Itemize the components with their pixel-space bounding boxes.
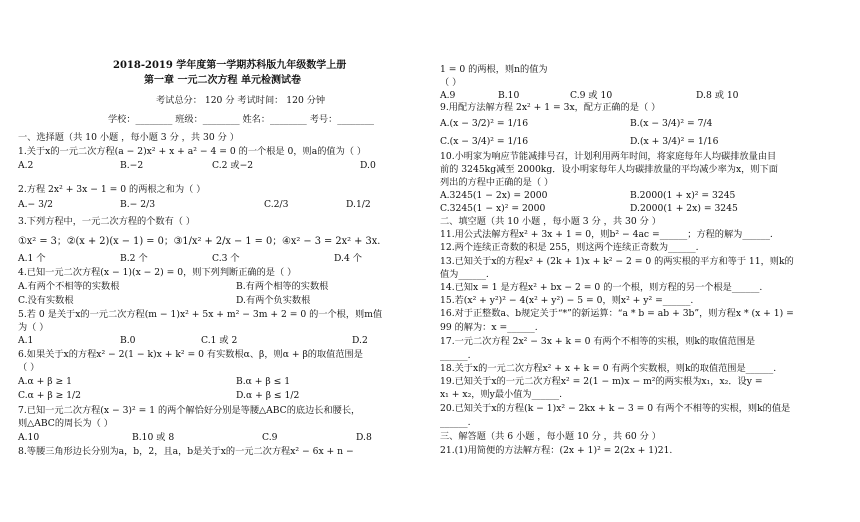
question-13-cont: 值为______.: [440, 269, 489, 280]
question-8-cont: 1 = 0 的两根，则n的值为: [440, 64, 548, 75]
q4-option-c: C.没有实数根: [18, 295, 74, 306]
q1-option-b: B.−2: [120, 160, 144, 171]
q6-option-a: A.α + β ≥ 1: [18, 376, 72, 387]
question-15: 15.若(x² + y²)² − 4(x² + y²) − 5 = 0，则x² + y² =______.: [440, 295, 694, 306]
q4-option-b: B.有两个相等的实数根: [236, 281, 329, 292]
question-18: 18.关于x的一元二次方程x² + x + k = 0 有两个实数根，则k的取值范围是______.: [440, 363, 777, 374]
q5-option-d: D.2: [352, 335, 368, 346]
paper-subtitle: 第一章 一元二次方程 单元检测试卷: [144, 75, 301, 86]
q6-option-d: D.α + β ≤ 1/2: [236, 390, 300, 401]
q9-option-d: D.(x + 3/4)² = 1/16: [630, 136, 719, 147]
exam-info: 考试总分： 120 分 考试时间： 120 分钟: [156, 95, 326, 106]
question-4: 4.已知一元二次方程(x − 1)(x − 2) = 0，则下列判断正确的是（ ）: [18, 267, 297, 278]
question-12: 12.两个连续正奇数的积是 255，则这两个连续正奇数为______.: [440, 242, 699, 253]
question-20: 20.已知关于x的方程(k − 1)x² − 2kx + k − 3 = 0 有两个不相等的实根，则k的值是: [440, 403, 791, 414]
q9-option-b: B.(x − 3/4)² = 7/4: [630, 118, 713, 129]
q1-option-d: D.0: [360, 160, 376, 171]
q1-option-a: A.2: [18, 160, 34, 171]
question-21: 21.(1)用简便的方法解方程：(2x + 1)² = 2(2x + 1)21.: [440, 445, 673, 456]
q10-option-a: A.3245(1 − 2x) = 2000: [440, 190, 548, 201]
q8-option-c: C.9 或 10: [570, 90, 613, 101]
q2-option-d: D.1/2: [346, 199, 371, 210]
question-7-cont: 则△ABC的周长为（ ）: [18, 418, 113, 429]
q6-option-c: C.α + β ≥ 1/2: [18, 390, 82, 401]
q3-option-b: B.2 个: [120, 253, 148, 264]
q3-option-d: D.4 个: [334, 253, 362, 264]
q5-option-a: A.1: [18, 335, 34, 346]
q8-option-d: D.8 或 10: [696, 90, 739, 101]
question-17-cont: ______.: [440, 350, 471, 361]
q2-option-b: B.− 2/3: [120, 199, 156, 210]
q10-option-d: D.2000(1 + 2x) = 3245: [630, 203, 738, 214]
q3-option-c: C.3 个: [212, 253, 240, 264]
question-10-cont-1: 前的 3245kg减至 2000kg．设小明家每年人均碳排放量的平均减少率为x，则下面: [440, 164, 778, 175]
question-16-cont: 99 的解为：x =______.: [440, 322, 538, 333]
paper-title: 2018-2019 学年度第一学期苏科版九年级数学上册: [113, 60, 347, 71]
question-20-cont: ______.: [440, 417, 471, 428]
question-8: 8.等腰三角形边长分别为a，b，2，且a，b是关于x的一元二次方程x² − 6x + n −: [18, 446, 354, 457]
choice-section-heading: 一、选择题（共 10 小题 ，每小题 3 分 ，共 30 分 ）: [18, 132, 239, 143]
q9-option-c: C.(x − 3/4)² = 1/16: [440, 136, 529, 147]
fill-section-heading: 二、填空题（共 10 小题 ，每小题 3 分 ，共 30 分 ）: [440, 216, 661, 227]
q6-option-b: B.α + β ≤ 1: [236, 376, 291, 387]
q4-option-a: A.有两个不相等的实数根: [18, 281, 120, 292]
q2-option-a: A.− 3/2: [18, 199, 53, 210]
q7-option-d: D.8: [356, 432, 372, 443]
question-17: 17.一元二次方程 2x² − 3x + k = 0 有两个不相等的实根，则k的取值范围是: [440, 336, 756, 347]
q2-option-c: C.2/3: [264, 199, 289, 210]
question-8-paren: （ ）: [440, 77, 462, 88]
question-14: 14.已知x = 1 是方程x² + bx − 2 = 0 的一个根，则方程的另一个根是______.: [440, 282, 763, 293]
question-1: 1.关于x的一元二次方程(a − 2)x² + x + a² − 4 = 0 的一个根是 0，则a的值为（ ）: [18, 146, 367, 157]
question-2: 2.方程 2x² + 3x − 1 = 0 的两根之和为（ ）: [18, 184, 206, 195]
student-info: 学校：________ 班级：________ 姓名：________ 考号：________: [108, 114, 375, 125]
question-16: 16.对于正整数a、b规定关于“*”的新运算：“a * b = ab + 3b”，则方程x * (x + 1) =: [440, 308, 794, 319]
q5-option-b: B.0: [120, 335, 136, 346]
answer-section-heading: 三、解答题（共 6 小题 ，每小题 10 分 ，共 60 分 ）: [440, 431, 661, 442]
question-19: 19.已知关于x的一元二次方程x² = 2(1 − m)x − m²的两实根为x₁，x₂．设y =: [440, 376, 763, 387]
q8-option-a: A.9: [440, 90, 456, 101]
q7-option-a: A.10: [18, 432, 40, 443]
q3-option-a: A.1 个: [18, 253, 46, 264]
question-9: 9.用配方法解方程 2x² + 1 = 3x，配方正确的是（ ）: [440, 102, 661, 113]
q4-option-d: D.有两个负实数根: [236, 295, 311, 306]
question-11: 11.用公式法解方程x² + 3x + 1 = 0，则b² − 4ac =______；方程的解为______.: [440, 229, 773, 240]
question-19-cont: x₁ + x₂，则y最小值为______.: [440, 389, 563, 400]
question-10-cont-2: 列出的方程中正确的是（ ）: [440, 177, 554, 188]
q9-option-a: A.(x − 3/2)² = 1/16: [440, 118, 529, 129]
question-10: 10.小明家为响应节能减排号召，计划利用两年时间，将家庭每年人均碳排放量由目: [440, 151, 777, 162]
question-7: 7.已知一元二次方程(x − 3)² = 1 的两个解恰好分别是等腰△ABC的底边长和腰长，: [18, 405, 361, 416]
question-6-cont: （ ）: [18, 362, 40, 373]
question-6: 6.如果关于x的方程x² − 2(1 − k)x + k² = 0 有实数根α、β，则α + β的取值范围是: [18, 349, 363, 360]
q1-option-c: C.2 或−2: [212, 160, 254, 171]
question-3: 3.下列方程中，一元二次方程的个数有（ ）: [18, 216, 196, 227]
q8-option-b: B.10: [498, 90, 520, 101]
q7-option-b: B.10 或 8: [132, 432, 175, 443]
question-3-equations: ①x² = 3；②(x + 2)(x − 1) = 0；③1/x² + 2/x − 1 = 0；④x² − 3 = 2x² + 3x.: [18, 236, 381, 247]
q5-option-c: C.1 或 2: [201, 335, 238, 346]
q10-option-b: B.2000(1 + x)² = 3245: [630, 190, 736, 201]
q10-option-c: C.3245(1 − x)² = 2000: [440, 203, 546, 214]
question-13: 13.已知关于x的方程x² + (2k + 1)x + k² − 2 = 0 的两实根的平方和等于 11，则k的: [440, 256, 794, 267]
question-5: 5.若 0 是关于x的一元二次方程(m − 1)x² + 5x + m² − 3m + 2 = 0 的一个根，则m值: [18, 309, 383, 320]
question-5-cont: 为（ ）: [18, 322, 49, 333]
q7-option-c: C.9: [262, 432, 278, 443]
